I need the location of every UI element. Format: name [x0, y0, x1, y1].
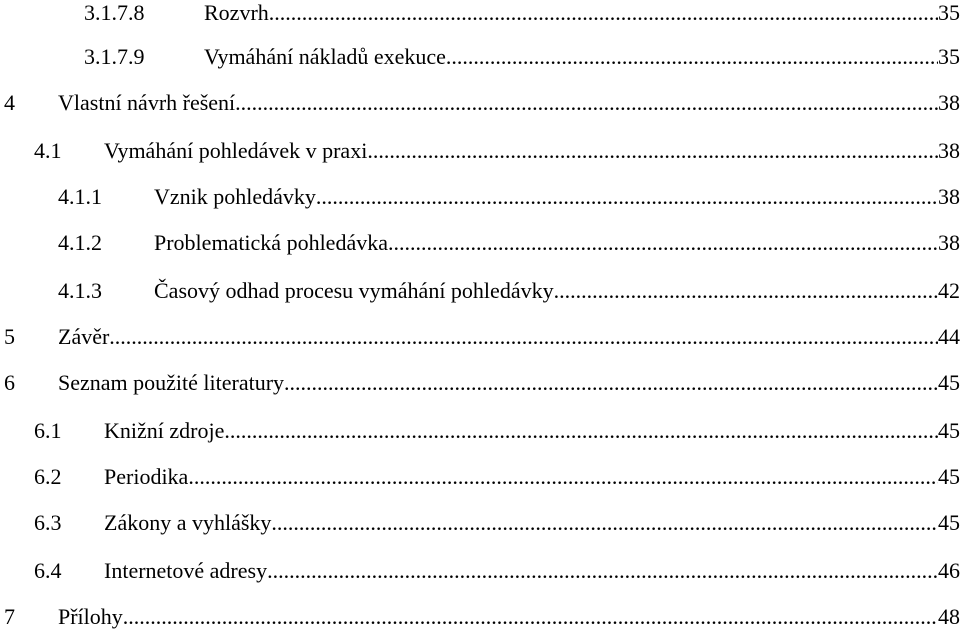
toc-entry[interactable] [0, 462, 960, 492]
toc-leader-dots [446, 42, 938, 72]
toc-entry-number: 6.3 [34, 510, 62, 535]
toc-entry-title: Problematická pohledávka [154, 230, 388, 255]
toc-leader-dots [284, 368, 938, 398]
toc-leader-dots [267, 556, 938, 586]
toc-entry-title: Časový odhad procesu vymáhání pohledávky [154, 278, 554, 303]
toc-entry-page: 46 [938, 558, 960, 583]
toc-entry[interactable] [0, 228, 960, 258]
toc-entry-title: Zákony a vyhlášky [104, 510, 272, 535]
toc-entry-page: 35 [938, 44, 960, 69]
toc-entry-title: Rozvrh [204, 0, 269, 25]
toc-entry[interactable] [0, 602, 960, 632]
toc-entry-title: Vznik pohledávky [154, 184, 316, 209]
toc-leader-dots [188, 462, 938, 492]
toc-leader-dots [367, 136, 938, 166]
toc-entry-page: 38 [938, 90, 960, 115]
toc-entry[interactable] [0, 556, 960, 586]
toc-entry-number: 4.1 [34, 138, 62, 163]
toc-entry-page: 45 [938, 370, 960, 395]
toc-entry[interactable] [0, 88, 960, 118]
toc-entry-page: 45 [938, 418, 960, 443]
toc-entry[interactable] [0, 276, 960, 306]
toc-entry-number: 6.4 [34, 558, 62, 583]
toc-entry-page: 35 [938, 0, 960, 25]
toc-entry-number: 4.1.3 [58, 278, 102, 303]
toc-entry-page: 38 [938, 184, 960, 209]
toc-entry-number: 6.2 [34, 464, 62, 489]
toc-entry[interactable] [0, 416, 960, 446]
toc-entry[interactable] [0, 368, 960, 398]
toc-entry[interactable] [0, 508, 960, 538]
toc-leader-dots [271, 508, 938, 538]
toc-leader-dots [316, 182, 938, 212]
toc-entry-title: Seznam použité literatury [58, 370, 285, 395]
toc-entry-title: Přílohy [58, 604, 123, 629]
toc-entry[interactable] [0, 182, 960, 212]
toc-entry-page: 38 [938, 138, 960, 163]
toc-leader-dots [235, 88, 938, 118]
toc-entry-page: 45 [938, 510, 960, 535]
toc-entry-title: Závěr [58, 324, 110, 349]
toc-entry-page: 42 [938, 278, 960, 303]
toc-leader-dots [554, 276, 938, 306]
toc-entry-number: 6.1 [34, 418, 62, 443]
toc-entry-number: 6 [4, 370, 15, 395]
toc-leader-dots [224, 416, 938, 446]
toc-entry[interactable] [0, 0, 960, 28]
toc-leader-dots [123, 602, 938, 632]
toc-entry-title: Vymáhání pohledávek v praxi [104, 138, 368, 163]
toc-entry-number: 5 [4, 324, 15, 349]
toc-leader-dots [388, 228, 938, 258]
toc-entry-number: 3.1.7.8 [84, 0, 145, 25]
toc-entry-number: 4.1.2 [58, 230, 102, 255]
toc-entry-number: 4 [4, 90, 15, 115]
toc-entry[interactable] [0, 136, 960, 166]
toc-entry-page: 48 [938, 604, 960, 629]
toc-entry-title: Internetové adresy [104, 558, 268, 583]
toc-entry-page: 44 [938, 324, 960, 349]
toc-entry[interactable] [0, 42, 960, 72]
toc-entry-title: Periodika [104, 464, 189, 489]
toc-entry-page: 38 [938, 230, 960, 255]
toc-entry-number: 3.1.7.9 [84, 44, 145, 69]
toc-entry-number: 7 [4, 604, 15, 629]
toc-entry-number: 4.1.1 [58, 184, 102, 209]
toc-leader-dots [109, 322, 938, 352]
toc-leader-dots [269, 0, 938, 28]
toc-entry[interactable] [0, 322, 960, 352]
toc-entry-title: Vlastní návrh řešení [58, 90, 236, 115]
toc-entry-page: 45 [938, 464, 960, 489]
toc-entry-title: Knižní zdroje [104, 418, 225, 443]
toc-entry-title: Vymáhání nákladů exekuce [204, 44, 446, 69]
